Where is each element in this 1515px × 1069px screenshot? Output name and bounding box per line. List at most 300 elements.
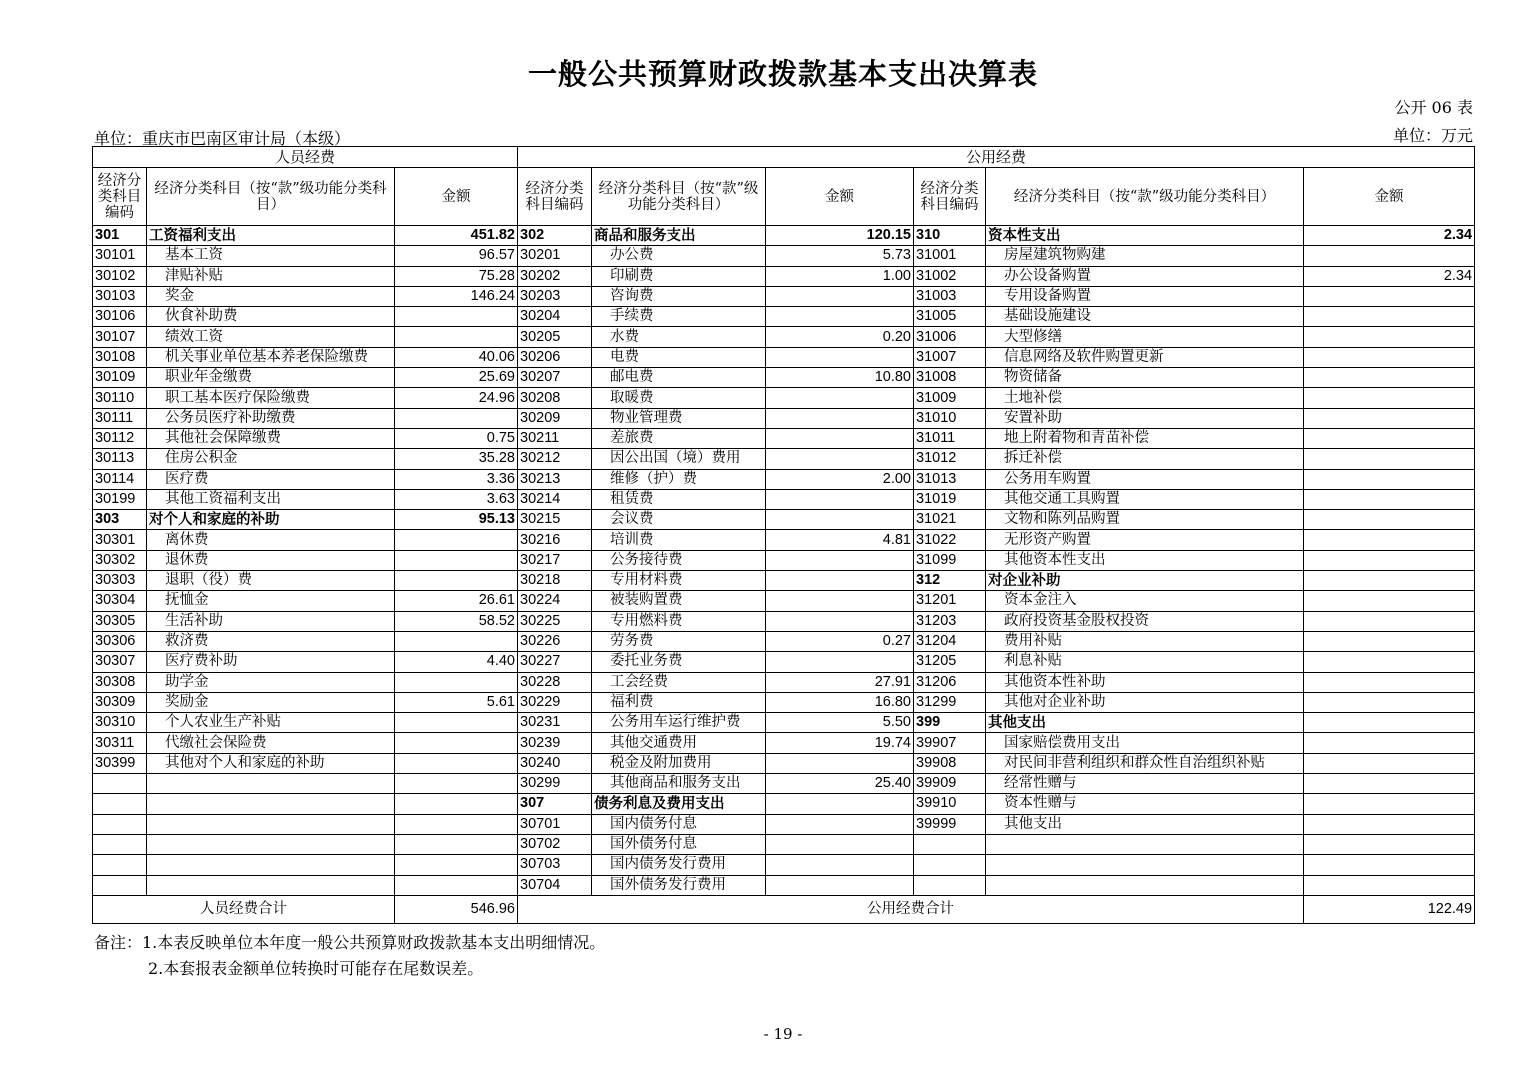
code-cell: 30202 [518, 266, 592, 286]
name-cell: 个人农业生产补贴 [147, 713, 395, 733]
code-cell: 31011 [914, 428, 986, 448]
amount-cell: 4.40 [395, 652, 518, 672]
amount-cell [1304, 246, 1475, 266]
amount-cell: 26.61 [395, 591, 518, 611]
code-cell: 30229 [518, 692, 592, 712]
code-cell: 31002 [914, 266, 986, 286]
table-row [93, 530, 1475, 550]
amount-cell: 2.34 [1304, 266, 1475, 286]
table-row [93, 774, 1475, 794]
name-cell: 其他交通工具购置 [986, 489, 1304, 509]
code-cell [93, 875, 147, 895]
name-cell [986, 855, 1304, 875]
code-cell: 31008 [914, 368, 986, 388]
name-cell: 离休费 [147, 530, 395, 550]
amount-cell [1304, 631, 1475, 651]
amount-cell: 10.80 [766, 368, 914, 388]
amount-cell: 16.80 [766, 692, 914, 712]
amount-cell [1304, 733, 1475, 753]
code-cell: 30206 [518, 347, 592, 367]
amount-cell [1304, 814, 1475, 834]
code-cell: 30113 [93, 449, 147, 469]
amount-cell: 96.57 [395, 246, 518, 266]
name-cell: 抚恤金 [147, 591, 395, 611]
table-row [93, 753, 1475, 773]
table-row [93, 692, 1475, 712]
name-cell [986, 875, 1304, 895]
name-cell: 助学金 [147, 672, 395, 692]
table-row [93, 591, 1475, 611]
name-cell: 商品和服务支出 [592, 226, 766, 246]
table-row [93, 652, 1475, 672]
name-cell: 差旅费 [592, 428, 766, 448]
table-row [93, 428, 1475, 448]
name-cell: 公务用车购置 [986, 469, 1304, 489]
name-cell: 专用燃料费 [592, 611, 766, 631]
code-cell: 39909 [914, 774, 986, 794]
column-header-row [93, 168, 1475, 226]
header-name-personnel: 经济分类科目（按“款”级功能分类科目） [147, 168, 395, 226]
amount-cell: 146.24 [395, 286, 518, 306]
code-cell [914, 834, 986, 854]
amount-cell [766, 550, 914, 570]
name-cell: 租赁费 [592, 489, 766, 509]
code-cell: 31003 [914, 286, 986, 306]
name-cell: 公务员医疗补助缴费 [147, 408, 395, 428]
name-cell: 救济费 [147, 631, 395, 651]
amount-cell [395, 713, 518, 733]
name-cell: 维修（护）费 [592, 469, 766, 489]
code-cell: 30103 [93, 286, 147, 306]
name-cell: 印刷费 [592, 266, 766, 286]
amount-cell [1304, 510, 1475, 530]
code-cell: 30703 [518, 855, 592, 875]
code-cell: 39908 [914, 753, 986, 773]
amount-cell: 75.28 [395, 266, 518, 286]
amount-cell [1304, 774, 1475, 794]
name-cell: 债务利息及费用支出 [592, 794, 766, 814]
code-cell: 30299 [518, 774, 592, 794]
amount-cell: 25.40 [766, 774, 914, 794]
name-cell: 信息网络及软件购置更新 [986, 347, 1304, 367]
amount-cell [1304, 428, 1475, 448]
name-cell: 其他对企业补助 [986, 692, 1304, 712]
expenditure-table [92, 146, 1475, 924]
code-cell: 31206 [914, 672, 986, 692]
page-number: - 19 - [763, 1025, 803, 1043]
amount-cell: 3.63 [395, 489, 518, 509]
name-cell: 安置补助 [986, 408, 1304, 428]
table-row [93, 246, 1475, 266]
code-cell: 30111 [93, 408, 147, 428]
amount-cell [766, 286, 914, 306]
code-cell: 31006 [914, 327, 986, 347]
amount-cell [1304, 347, 1475, 367]
code-cell: 30101 [93, 246, 147, 266]
amount-cell [1304, 753, 1475, 773]
name-cell: 其他支出 [986, 713, 1304, 733]
amount-cell [1304, 855, 1475, 875]
name-cell: 生活补助 [147, 611, 395, 631]
public-total-amount: 122.49 [1304, 895, 1475, 923]
code-cell: 312 [914, 571, 986, 591]
table-row [93, 713, 1475, 733]
code-cell: 30205 [518, 327, 592, 347]
personnel-total-amount: 546.96 [395, 895, 518, 923]
code-cell: 30228 [518, 672, 592, 692]
name-cell [986, 834, 1304, 854]
header-code-public1: 经济分类科目编码 [518, 168, 592, 226]
amount-cell [1304, 408, 1475, 428]
code-cell: 30209 [518, 408, 592, 428]
currency-unit: 单位：万元 [1392, 126, 1473, 145]
amount-cell: 95.13 [395, 510, 518, 530]
name-cell: 对民间非营利组织和群众性自治组织补贴 [986, 753, 1304, 773]
name-cell: 奖励金 [147, 692, 395, 712]
code-cell: 30399 [93, 753, 147, 773]
name-cell: 机关事业单位基本养老保险缴费 [147, 347, 395, 367]
amount-cell [395, 530, 518, 550]
amount-cell: 24.96 [395, 388, 518, 408]
amount-cell [766, 307, 914, 327]
amount-cell [1304, 388, 1475, 408]
code-cell: 30701 [518, 814, 592, 834]
section-header-row [93, 147, 1475, 168]
amount-cell [395, 794, 518, 814]
table-row [93, 449, 1475, 469]
amount-cell [1304, 286, 1475, 306]
name-cell: 其他社会保障缴费 [147, 428, 395, 448]
code-cell: 30309 [93, 692, 147, 712]
amount-cell: 2.34 [1304, 226, 1475, 246]
header-name-public2: 经济分类科目（按“款”级功能分类科目） [986, 168, 1304, 226]
code-cell: 31009 [914, 388, 986, 408]
code-cell: 30213 [518, 469, 592, 489]
code-cell [93, 814, 147, 834]
amount-cell [395, 327, 518, 347]
amount-cell [766, 611, 914, 631]
code-cell: 303 [93, 510, 147, 530]
table-row [93, 875, 1475, 895]
code-cell: 30308 [93, 672, 147, 692]
code-cell: 31019 [914, 489, 986, 509]
table-row [93, 469, 1475, 489]
code-cell: 30224 [518, 591, 592, 611]
name-cell: 电费 [592, 347, 766, 367]
name-cell: 其他资本性支出 [986, 550, 1304, 570]
name-cell: 退休费 [147, 550, 395, 570]
amount-cell: 3.36 [395, 469, 518, 489]
name-cell: 职业年金缴费 [147, 368, 395, 388]
amount-cell: 451.82 [395, 226, 518, 246]
name-cell: 大型修缮 [986, 327, 1304, 347]
amount-cell [1304, 611, 1475, 631]
code-cell: 39910 [914, 794, 986, 814]
name-cell: 物业管理费 [592, 408, 766, 428]
name-cell: 专用设备购置 [986, 286, 1304, 306]
code-cell: 39999 [914, 814, 986, 834]
name-cell: 水费 [592, 327, 766, 347]
name-cell: 房屋建筑物购建 [986, 246, 1304, 266]
header-code-personnel: 经济分类科目编码 [93, 168, 147, 226]
code-cell: 31299 [914, 692, 986, 712]
name-cell: 其他资本性补助 [986, 672, 1304, 692]
code-cell [914, 855, 986, 875]
code-cell: 31204 [914, 631, 986, 651]
amount-cell: 35.28 [395, 449, 518, 469]
name-cell: 资本性支出 [986, 226, 1304, 246]
code-cell: 310 [914, 226, 986, 246]
code-cell: 30307 [93, 652, 147, 672]
name-cell: 因公出国（境）费用 [592, 449, 766, 469]
amount-cell: 27.91 [766, 672, 914, 692]
name-cell: 办公费 [592, 246, 766, 266]
amount-cell [1304, 672, 1475, 692]
amount-cell [1304, 550, 1475, 570]
code-cell: 30301 [93, 530, 147, 550]
name-cell: 工资福利支出 [147, 226, 395, 246]
name-cell: 津贴补贴 [147, 266, 395, 286]
name-cell: 咨询费 [592, 286, 766, 306]
name-cell: 拆迁补偿 [986, 449, 1304, 469]
code-cell: 30704 [518, 875, 592, 895]
code-cell: 30208 [518, 388, 592, 408]
table-row [93, 611, 1475, 631]
amount-cell [395, 408, 518, 428]
name-cell: 对个人和家庭的补助 [147, 510, 395, 530]
code-cell: 30302 [93, 550, 147, 570]
code-cell: 31007 [914, 347, 986, 367]
name-cell: 手续费 [592, 307, 766, 327]
code-cell: 30303 [93, 571, 147, 591]
code-cell: 30107 [93, 327, 147, 347]
amount-cell [766, 510, 914, 530]
code-cell: 30211 [518, 428, 592, 448]
name-cell: 专用材料费 [592, 571, 766, 591]
header-amount-public2: 金额 [1304, 168, 1475, 226]
table-row [93, 733, 1475, 753]
code-cell: 30216 [518, 530, 592, 550]
code-cell: 30212 [518, 449, 592, 469]
name-cell: 住房公积金 [147, 449, 395, 469]
name-cell: 其他对个人和家庭的补助 [147, 753, 395, 773]
name-cell: 对企业补助 [986, 571, 1304, 591]
amount-cell [395, 550, 518, 570]
code-cell: 30311 [93, 733, 147, 753]
table-row [93, 489, 1475, 509]
code-cell: 31022 [914, 530, 986, 550]
name-cell: 办公设备购置 [986, 266, 1304, 286]
header-amount-public1: 金额 [766, 168, 914, 226]
report-title: 一般公共预算财政拨款基本支出决算表 [527, 57, 1038, 91]
amount-cell [766, 875, 914, 895]
amount-cell [395, 834, 518, 854]
name-cell: 代缴社会保险费 [147, 733, 395, 753]
code-cell: 30114 [93, 469, 147, 489]
code-cell: 31001 [914, 246, 986, 266]
name-cell: 经常性赠与 [986, 774, 1304, 794]
name-cell: 绩效工资 [147, 327, 395, 347]
amount-cell [1304, 794, 1475, 814]
amount-cell [1304, 692, 1475, 712]
code-cell: 30305 [93, 611, 147, 631]
amount-cell [766, 591, 914, 611]
code-cell: 31005 [914, 307, 986, 327]
name-cell: 劳务费 [592, 631, 766, 651]
amount-cell [395, 774, 518, 794]
amount-cell [766, 814, 914, 834]
table-row [93, 347, 1475, 367]
name-cell: 国内债务付息 [592, 814, 766, 834]
code-cell: 31201 [914, 591, 986, 611]
amount-cell [766, 489, 914, 509]
code-cell: 31099 [914, 550, 986, 570]
table-row [93, 307, 1475, 327]
table-row [93, 571, 1475, 591]
amount-cell [1304, 307, 1475, 327]
amount-cell: 25.69 [395, 368, 518, 388]
code-cell: 30110 [93, 388, 147, 408]
name-cell: 文物和陈列品购置 [986, 510, 1304, 530]
code-cell [93, 774, 147, 794]
amount-cell: 5.73 [766, 246, 914, 266]
name-cell: 费用补贴 [986, 631, 1304, 651]
code-cell: 31012 [914, 449, 986, 469]
table-row [93, 266, 1475, 286]
amount-cell [766, 347, 914, 367]
code-cell: 30310 [93, 713, 147, 733]
name-cell: 国外债务付息 [592, 834, 766, 854]
code-cell: 39907 [914, 733, 986, 753]
reporting-unit: 单位：重庆市巴南区审计局（本级） [94, 129, 351, 148]
name-cell [147, 875, 395, 895]
amount-cell [1304, 834, 1475, 854]
code-cell [93, 794, 147, 814]
table-row [93, 388, 1475, 408]
name-cell: 公务接待费 [592, 550, 766, 570]
amount-cell [766, 753, 914, 773]
name-cell: 取暖费 [592, 388, 766, 408]
section-public: 公用经费 [518, 147, 1475, 168]
code-cell: 30207 [518, 368, 592, 388]
code-cell: 30204 [518, 307, 592, 327]
amount-cell: 2.00 [766, 469, 914, 489]
code-cell: 30225 [518, 611, 592, 631]
amount-cell [1304, 449, 1475, 469]
name-cell [147, 814, 395, 834]
code-cell: 31021 [914, 510, 986, 530]
amount-cell: 1.00 [766, 266, 914, 286]
amount-cell [766, 652, 914, 672]
note-line-2: 2.本套报表金额单位转换时可能存在尾数误差。 [148, 959, 484, 978]
amount-cell [395, 855, 518, 875]
amount-cell [395, 733, 518, 753]
code-cell: 30226 [518, 631, 592, 651]
amount-cell [1304, 327, 1475, 347]
amount-cell: 58.52 [395, 611, 518, 631]
name-cell: 医疗费 [147, 469, 395, 489]
amount-cell [395, 571, 518, 591]
name-cell: 国内债务发行费用 [592, 855, 766, 875]
amount-cell: 5.50 [766, 713, 914, 733]
amount-cell [766, 428, 914, 448]
code-cell: 30112 [93, 428, 147, 448]
amount-cell [1304, 530, 1475, 550]
code-cell: 30203 [518, 286, 592, 306]
table-row [93, 855, 1475, 875]
name-cell: 其他工资福利支出 [147, 489, 395, 509]
table-row [93, 550, 1475, 570]
name-cell: 伙食补助费 [147, 307, 395, 327]
amount-cell [1304, 652, 1475, 672]
amount-cell [395, 814, 518, 834]
amount-cell [766, 408, 914, 428]
name-cell: 福利费 [592, 692, 766, 712]
code-cell: 31203 [914, 611, 986, 631]
name-cell: 职工基本医疗保险缴费 [147, 388, 395, 408]
amount-cell [1304, 875, 1475, 895]
code-cell: 30306 [93, 631, 147, 651]
amount-cell: 40.06 [395, 347, 518, 367]
code-cell: 30201 [518, 246, 592, 266]
code-cell: 30227 [518, 652, 592, 672]
table-row [93, 226, 1475, 246]
name-cell: 奖金 [147, 286, 395, 306]
amount-cell: 5.61 [395, 692, 518, 712]
amount-cell: 19.74 [766, 733, 914, 753]
totals-row [93, 895, 1475, 923]
code-cell: 399 [914, 713, 986, 733]
table-row [93, 794, 1475, 814]
note-line-1: 备注：1.本表反映单位本年度一般公共预算财政拨款基本支出明细情况。 [94, 933, 606, 952]
name-cell: 利息补贴 [986, 652, 1304, 672]
code-cell: 30102 [93, 266, 147, 286]
table-row [93, 327, 1475, 347]
name-cell: 医疗费补助 [147, 652, 395, 672]
name-cell: 无形资产购置 [986, 530, 1304, 550]
name-cell: 国家赔偿费用支出 [986, 733, 1304, 753]
code-cell: 31013 [914, 469, 986, 489]
code-cell: 30106 [93, 307, 147, 327]
code-cell: 30108 [93, 347, 147, 367]
table-row [93, 631, 1475, 651]
amount-cell [1304, 469, 1475, 489]
header-code-public2: 经济分类科目编码 [914, 168, 986, 226]
name-cell: 工会经费 [592, 672, 766, 692]
code-cell: 31205 [914, 652, 986, 672]
table-row [93, 834, 1475, 854]
name-cell: 基础设施建设 [986, 307, 1304, 327]
code-cell: 30702 [518, 834, 592, 854]
table-row [93, 286, 1475, 306]
table-row [93, 814, 1475, 834]
name-cell: 资本性赠与 [986, 794, 1304, 814]
header-amount-personnel: 金额 [395, 168, 518, 226]
name-cell: 基本工资 [147, 246, 395, 266]
name-cell: 国外债务发行费用 [592, 875, 766, 895]
table-row [93, 510, 1475, 530]
code-cell: 307 [518, 794, 592, 814]
name-cell: 退职（役）费 [147, 571, 395, 591]
code-cell: 30240 [518, 753, 592, 773]
name-cell: 会议费 [592, 510, 766, 530]
amount-cell: 0.27 [766, 631, 914, 651]
amount-cell [395, 672, 518, 692]
name-cell [147, 834, 395, 854]
code-cell: 30239 [518, 733, 592, 753]
code-cell: 30109 [93, 368, 147, 388]
name-cell: 被装购置费 [592, 591, 766, 611]
